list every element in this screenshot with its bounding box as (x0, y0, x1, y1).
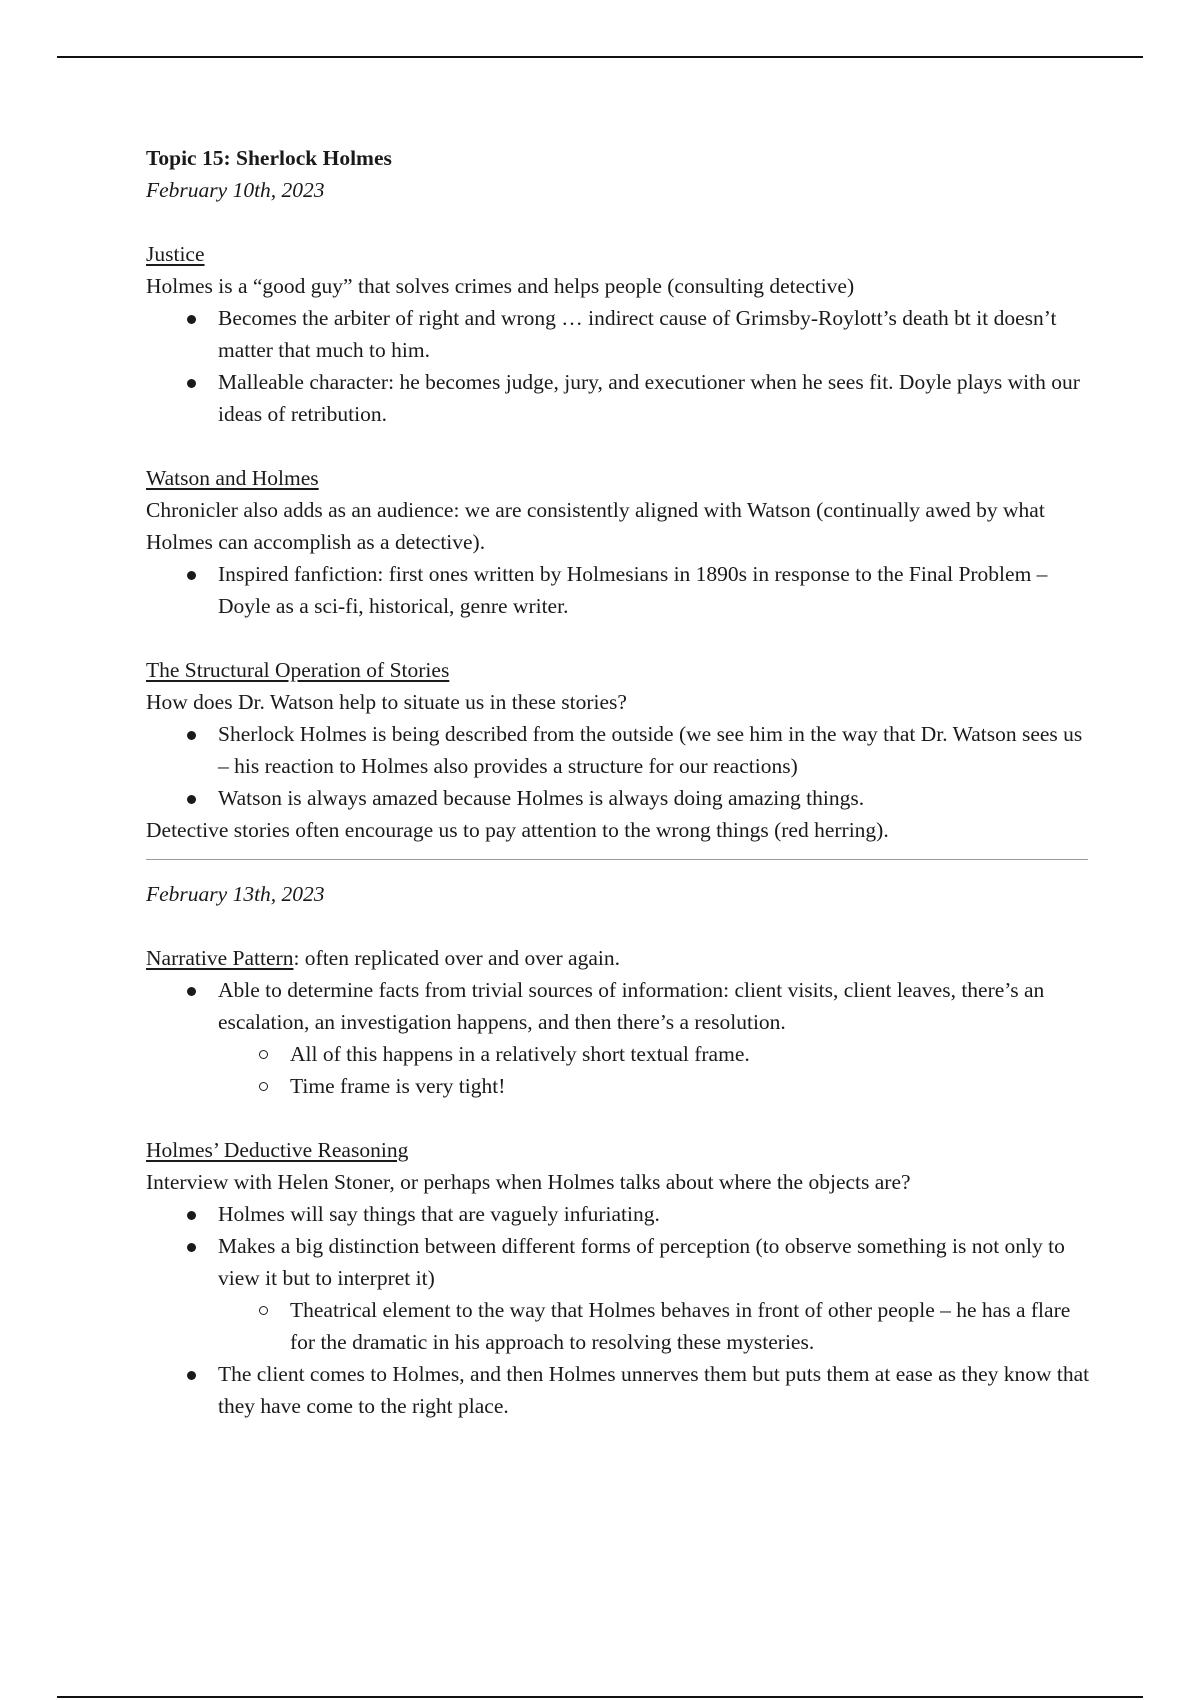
bullet-text: Malleable character: he becomes judge, jury, and executioner when he sees fit. Doyle plays with our ideas of retribution. (218, 370, 1080, 426)
sub-bullet-text: All of this happens in a relatively short textual frame. (290, 1042, 750, 1066)
spacer (146, 1102, 1096, 1134)
bullet-icon (187, 731, 196, 740)
bullet-text: Holmes will say things that are vaguely infuriating. (218, 1202, 660, 1226)
bullet-item (146, 366, 1096, 430)
bullet-icon (187, 1243, 196, 1252)
section-divider (146, 859, 1088, 860)
bullet-icon (187, 795, 196, 804)
bullet-text: Able to determine facts from trivial sources of information: client visits, client leaves, there’s an escalation, an investigation happens, and then there’s a resolution. (218, 978, 1045, 1034)
spacer (146, 206, 1096, 238)
bullet-text: Makes a big distinction between different forms of perception (to observe something is not only to view it but to interpret it) (218, 1234, 1065, 1290)
bullet-item (146, 302, 1096, 366)
bullet-text: The client comes to Holmes, and then Holmes unnerves them but puts them at ease as they know that they have come to the right place. (218, 1362, 1090, 1418)
sub-bullet-item (218, 1038, 1096, 1070)
notes-document (146, 142, 1096, 1422)
section-heading: Watson and Holmes (146, 466, 319, 490)
bullet-text: Watson is always amazed because Holmes is always doing amazing things. (218, 786, 865, 810)
sub-bullet-list (218, 1038, 1096, 1102)
bullet-item (146, 974, 1096, 1102)
bullet-item (146, 1198, 1096, 1230)
bullet-item (146, 1358, 1096, 1422)
hollow-bullet-icon (259, 1050, 268, 1059)
spacer (146, 622, 1096, 654)
section-heading: The Structural Operation of Stories (146, 658, 450, 682)
bullet-list (146, 974, 1096, 1102)
section-heading-line (146, 942, 1096, 974)
sub-bullet-list (218, 1294, 1096, 1358)
bullet-item (146, 1230, 1096, 1358)
spacer (146, 430, 1096, 462)
entry-date: February 13th, 2023 (146, 882, 325, 906)
bullet-text: Sherlock Holmes is being described from the outside (we see him in the way that Dr. Watson sees us – his reaction to Holmes also provides a structure for our reactions) (218, 722, 1083, 778)
section-heading: Justice (146, 242, 205, 266)
sub-bullet-item (218, 1294, 1096, 1358)
bullet-icon (187, 571, 196, 580)
section-heading-line (146, 1134, 1096, 1166)
document-title: Topic 15: Sherlock Holmes (146, 146, 392, 170)
bullet-icon (187, 1371, 196, 1380)
sub-bullet-item (218, 1070, 1096, 1102)
sub-bullet-text: Time frame is very tight! (290, 1074, 506, 1098)
bullet-icon (187, 315, 196, 324)
paragraph: Holmes is a “good guy” that solves crimes and helps people (consulting detective) (146, 274, 855, 298)
bullet-icon (187, 987, 196, 996)
section-heading: Holmes’ Deductive Reasoning (146, 1138, 409, 1162)
section-heading-suffix: : often replicated over and over again. (293, 946, 620, 970)
section-heading-line (146, 462, 1096, 494)
bullet-item (146, 718, 1096, 782)
paragraph: Chronicler also adds as an audience: we are consistently aligned with Watson (continually awed by what Holmes can accomplish as a detective). (146, 498, 1045, 554)
bullet-list (146, 1198, 1096, 1422)
hollow-bullet-icon (259, 1306, 268, 1315)
hollow-bullet-icon (259, 1082, 268, 1091)
section-heading-line (146, 238, 1096, 270)
bullet-text: Inspired fanfiction: first ones written by Holmesians in 1890s in response to the Final Problem – Doyle as a sci-fi, historical, genre writer. (218, 562, 1048, 618)
page-bottom-rule (57, 1696, 1143, 1698)
bullet-icon (187, 1211, 196, 1220)
bullet-list (146, 558, 1096, 622)
bullet-list (146, 302, 1096, 430)
page-top-rule (57, 56, 1143, 58)
bullet-list (146, 718, 1096, 814)
paragraph: Detective stories often encourage us to pay attention to the wrong things (red herring). (146, 818, 889, 842)
bullet-item (146, 782, 1096, 814)
paragraph: Interview with Helen Stoner, or perhaps when Holmes talks about where the objects are? (146, 1170, 911, 1194)
entry-date: February 10th, 2023 (146, 178, 325, 202)
bullet-text: Becomes the arbiter of right and wrong … indirect cause of Grimsby-Roylott’s death bt it doesn’t matter that much to him. (218, 306, 1057, 362)
bullet-item (146, 558, 1096, 622)
paragraph: How does Dr. Watson help to situate us in these stories? (146, 690, 627, 714)
section-heading: Narrative Pattern (146, 946, 294, 970)
section-heading-line (146, 654, 1096, 686)
bullet-icon (187, 379, 196, 388)
sub-bullet-text: Theatrical element to the way that Holmes behaves in front of other people – he has a flare for the dramatic in his approach to resolving these mysteries. (290, 1298, 1071, 1354)
spacer (146, 910, 1096, 942)
